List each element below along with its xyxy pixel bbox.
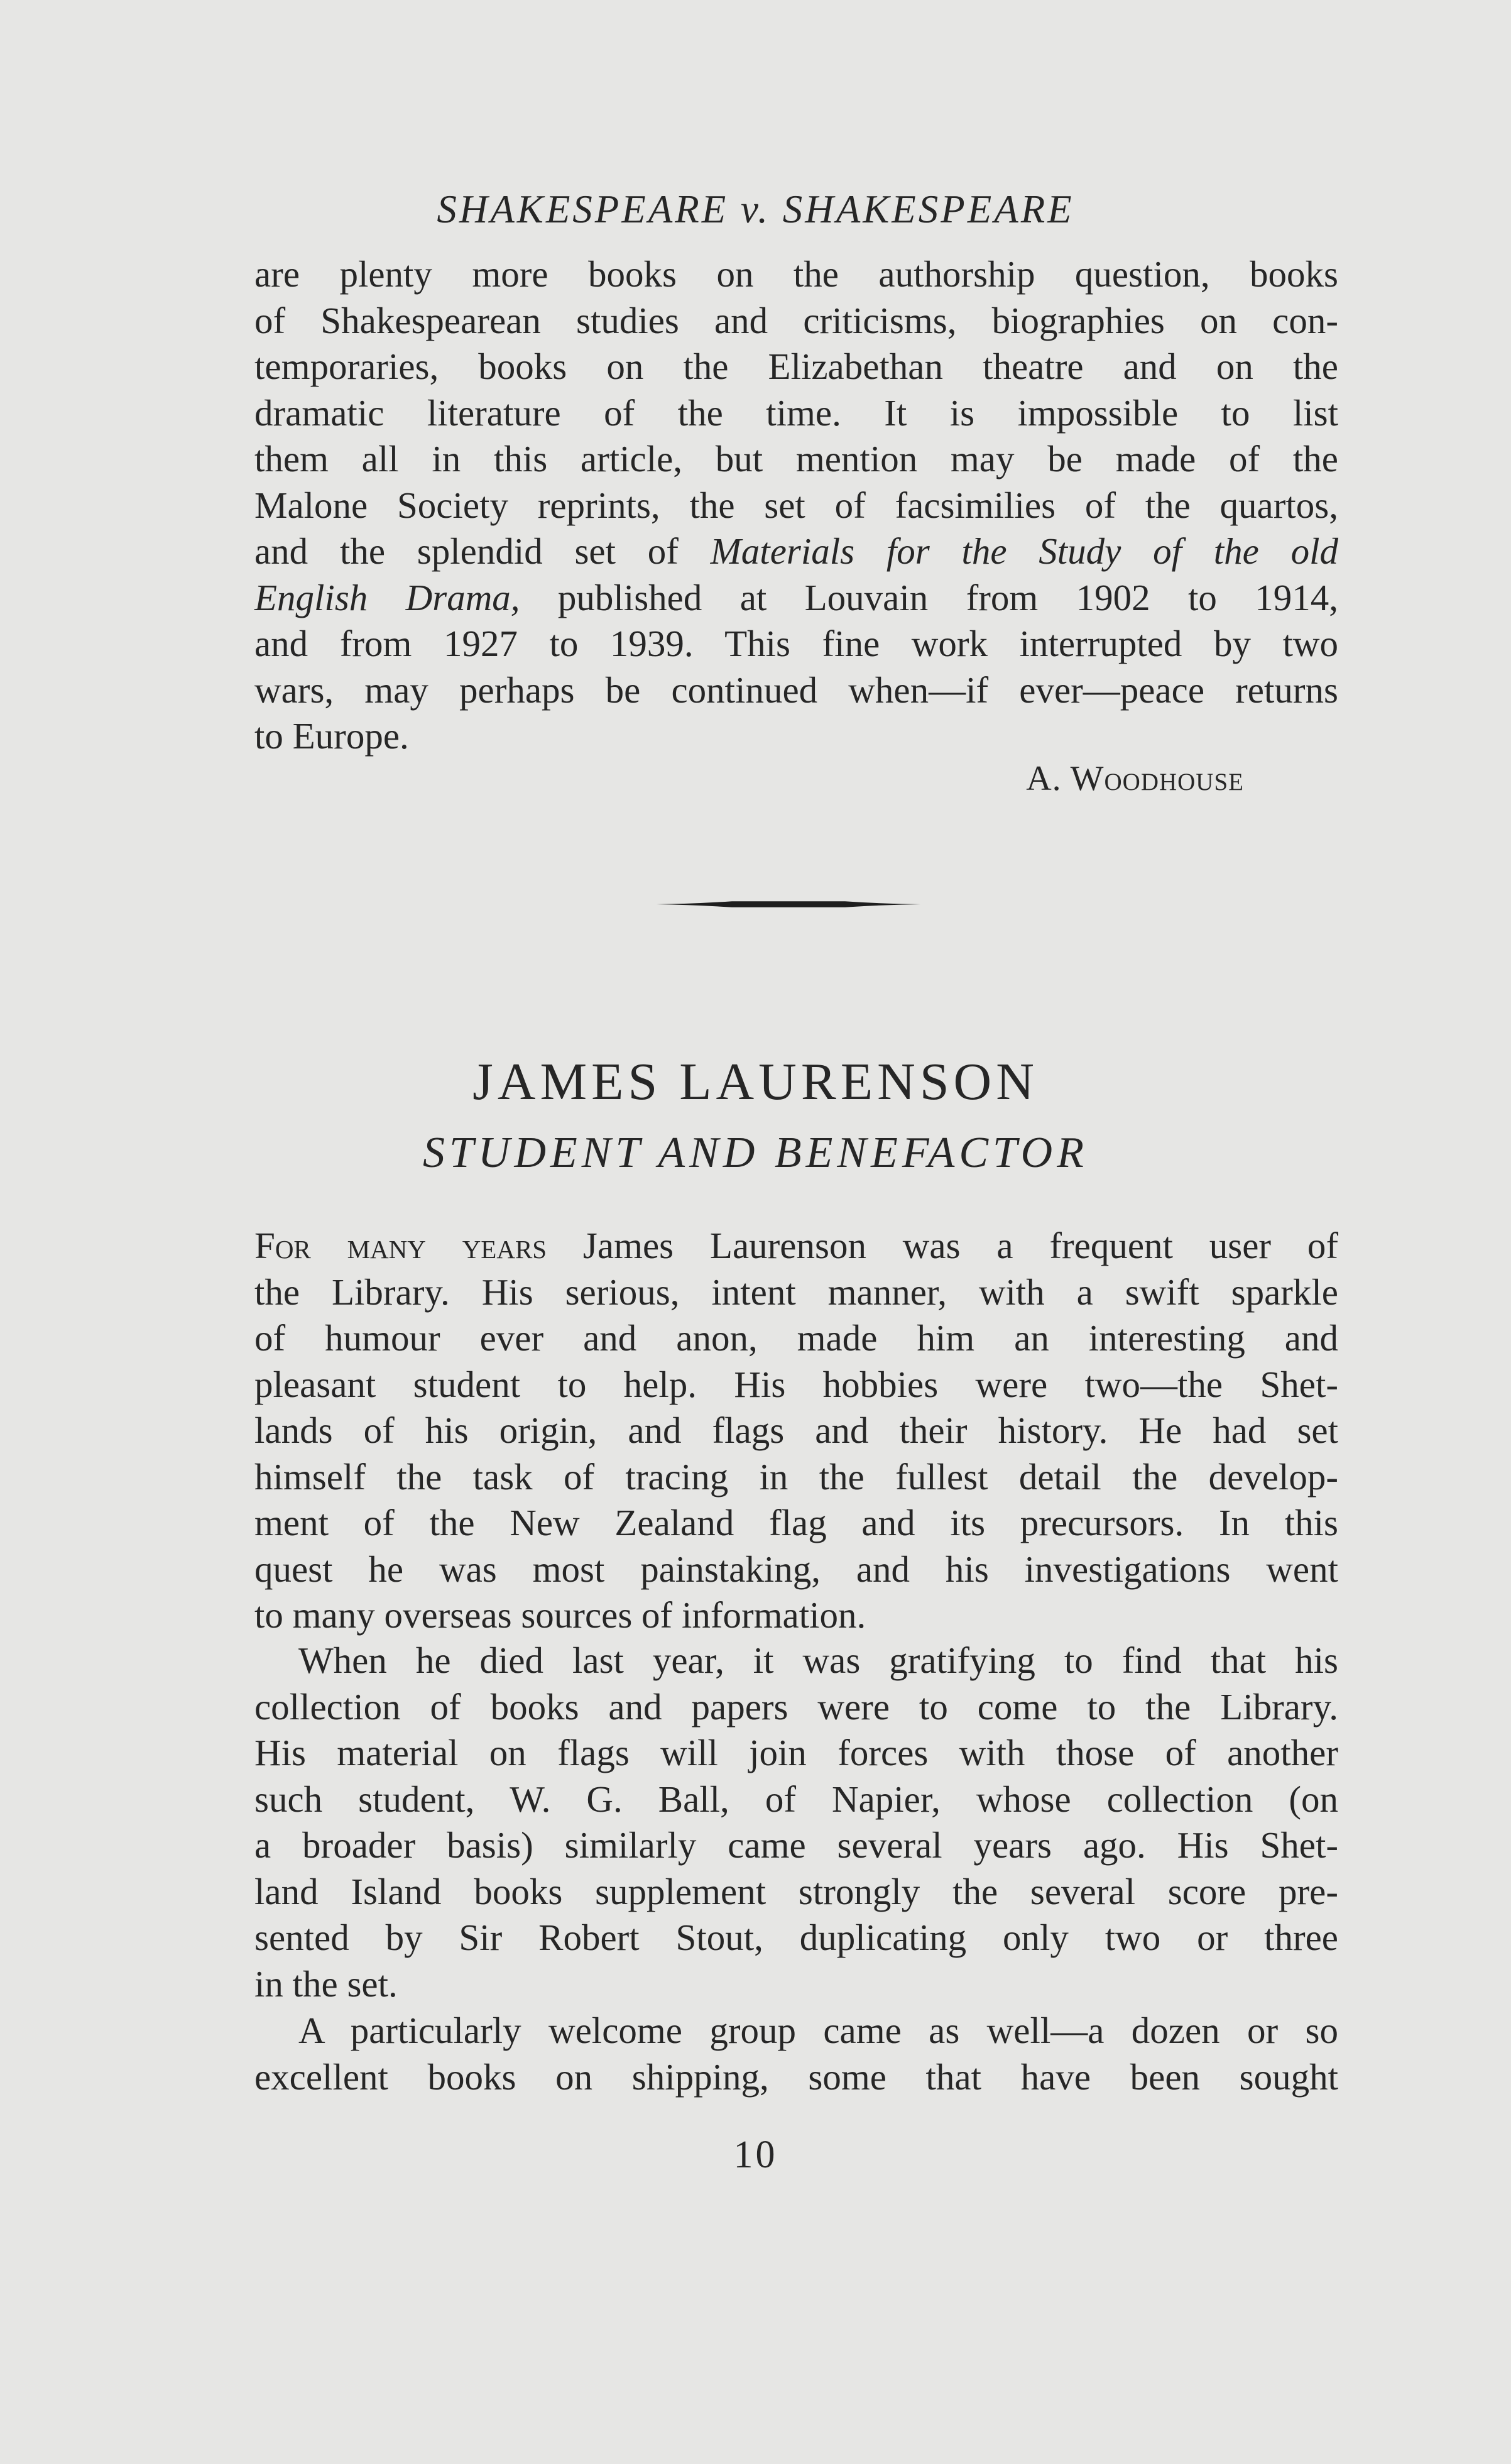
text-line: the Library. His serious, intent manner, with a swift sparkle <box>254 1271 1338 1313</box>
article-paragraph <box>254 1638 1338 2007</box>
article-paragraph <box>254 1223 1338 1639</box>
article-body-paragraph-3 <box>254 2008 1338 2100</box>
text-line: sented by Sir Robert Stout, duplicating only two or three <box>254 1917 1338 1958</box>
lead-in-small-caps: For many years <box>254 1225 547 1266</box>
book-title-italic: Materials for the Study of the old <box>710 530 1338 572</box>
text-line: When he died last year, it was gratifying to find that his <box>298 1640 1338 1681</box>
text-line <box>254 1223 1338 1269</box>
text-line: such student, W. G. Ball, of Napier, whose collection (on <box>254 1778 1338 1820</box>
article-subtitle: STUDENT AND BENEFACTOR <box>422 1129 1088 1177</box>
article-continuation <box>254 251 1338 760</box>
text-line: Malone Society reprints, the set of facsimilies of the quartos, <box>254 484 1338 526</box>
text-line: a broader basis) similarly came several years ago. His Shet- <box>254 1824 1338 1866</box>
text-line: dramatic literature of the time. It is impossible to list <box>254 392 1338 434</box>
text-line: and from 1927 to 1939. This fine work interrupted by two <box>254 623 1338 664</box>
article-body-paragraph-2 <box>254 1638 1338 2007</box>
text-run: and the splendid set of <box>254 530 711 572</box>
text-line: of humour ever and anon, made him an interesting and <box>254 1317 1338 1359</box>
text-line: excellent books on shipping, some that have been sought <box>254 2056 1338 2098</box>
text-run: James Laurenson was a frequent user of <box>547 1225 1338 1266</box>
text-line: ment of the New Zealand flag and its precursors. In this <box>254 1502 1338 1543</box>
book-title-italic: English Drama, <box>254 576 520 618</box>
text-line: lands of his origin, and flags and their history. He had set <box>254 1410 1338 1451</box>
text-line: land Island books supplement strongly the several score pre- <box>254 1870 1338 1912</box>
page-number: 10 <box>733 2133 778 2176</box>
text-line: himself the task of tracing in the fullest detail the develop- <box>254 1455 1338 1498</box>
text-line: collection of books and papers were to come to the Library. <box>254 1685 1338 1728</box>
text-line: pleasant student to help. His hobbies were two—the Shet- <box>254 1363 1338 1405</box>
text-line <box>254 575 1338 621</box>
text-line: A particularly welcome group came as well—a dozen or so <box>298 2010 1338 2051</box>
author-signature: A. Woodhouse <box>1026 759 1244 798</box>
text-line <box>254 528 1338 575</box>
text-line: His material on flags will join forces with those of another <box>254 1732 1338 1773</box>
text-line: of Shakespearean studies and criticisms, biographies on con- <box>254 299 1338 341</box>
text-line: quest he was most painstaking, and his investigations went <box>254 1548 1338 1590</box>
text-line: to many overseas sources of information. <box>254 1594 866 1636</box>
section-divider-rule <box>657 900 920 909</box>
article-title: JAMES LAURENSON <box>472 1053 1039 1111</box>
running-head: SHAKESPEARE v. SHAKESPEARE <box>437 187 1074 231</box>
text-line: are plenty more books on the authorship question, books <box>254 253 1338 295</box>
text-run: published at Louvain from 1902 to 1914, <box>520 576 1338 618</box>
article-paragraph <box>254 251 1338 760</box>
text-line: in the set. <box>254 1963 398 2005</box>
text-line: to Europe. <box>254 715 409 757</box>
text-line: wars, may perhaps be continued when—if ever—peace returns <box>254 669 1338 711</box>
article-paragraph <box>254 2008 1338 2100</box>
text-line: them all in this article, but mention may be made of the <box>254 438 1338 479</box>
article-body-paragraph-1 <box>254 1223 1338 1639</box>
text-line: temporaries, books on the Elizabethan theatre and on the <box>254 346 1338 387</box>
